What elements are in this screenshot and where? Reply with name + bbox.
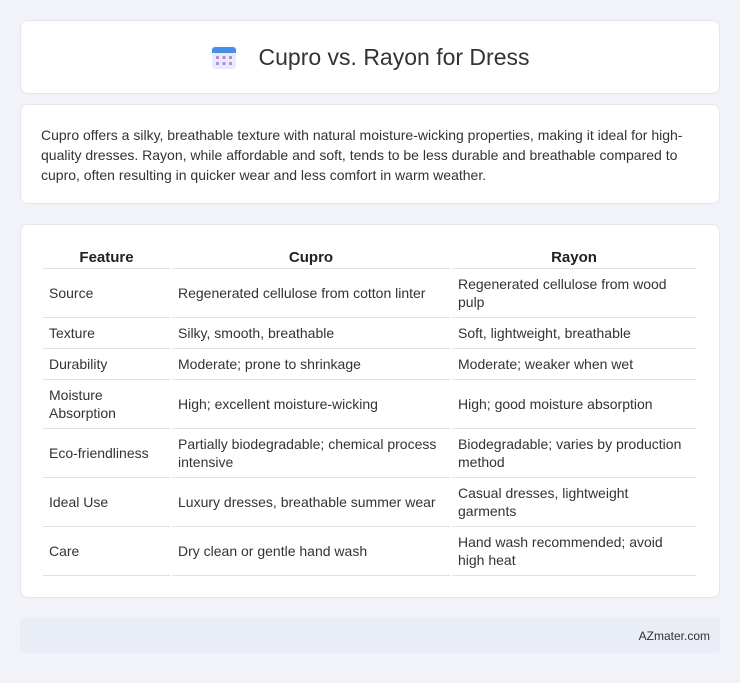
header-feature: Feature [43,245,170,269]
comparison-card [20,224,720,598]
table-row [43,478,696,527]
feature-cell: Source [43,269,170,318]
table-row [43,429,696,478]
table-row [43,269,696,318]
feature-cell: Eco-friendliness [43,429,170,478]
title-card [20,20,720,94]
cupro-cell: Silky, smooth, breathable [172,318,450,349]
cupro-cell: High; excellent moisture-wicking [172,380,450,429]
footer-brand[interactable]: AZmater.com [638,628,710,643]
rayon-cell: Soft, lightweight, breathable [452,318,696,349]
header-rayon: Rayon [452,245,696,269]
table-header-row [43,245,696,269]
calendar-icon [211,44,237,70]
page-title: Cupro vs. Rayon for Dress [258,43,530,70]
feature-cell: Durability [43,349,170,380]
rayon-cell: Casual dresses, lightweight garments [452,478,696,527]
feature-cell: Texture [43,318,170,349]
table-row [43,349,696,380]
cupro-cell: Moderate; prone to shrinkage [172,349,450,380]
cupro-cell: Regenerated cellulose from cotton linter [172,269,450,318]
feature-cell: Care [43,527,170,576]
table-row [43,318,696,349]
rayon-cell: Moderate; weaker when wet [452,349,696,380]
feature-cell: Ideal Use [43,478,170,527]
intro-text: Cupro offers a silky, breathable texture with natural moisture-wicking properties, making it ideal for high-quality dresses. Rayon, while affordable and soft, tends to be less durable and breathable compared to cupro, often resulting in quicker wear and less comfort in warm weather. [41,127,683,183]
footer-bar [20,618,720,653]
cupro-cell: Luxury dresses, breathable summer wear [172,478,450,527]
table-row [43,527,696,576]
cupro-cell: Dry clean or gentle hand wash [172,527,450,576]
feature-cell: Moisture Absorption [43,380,170,429]
header-cupro: Cupro [172,245,450,269]
rayon-cell: High; good moisture absorption [452,380,696,429]
comparison-table [41,245,698,576]
rayon-cell: Biodegradable; varies by production method [452,429,696,478]
rayon-cell: Hand wash recommended; avoid high heat [452,527,696,576]
table-row [43,380,696,429]
cupro-cell: Partially biodegradable; chemical process intensive [172,429,450,478]
intro-card [20,104,720,204]
rayon-cell: Regenerated cellulose from wood pulp [452,269,696,318]
